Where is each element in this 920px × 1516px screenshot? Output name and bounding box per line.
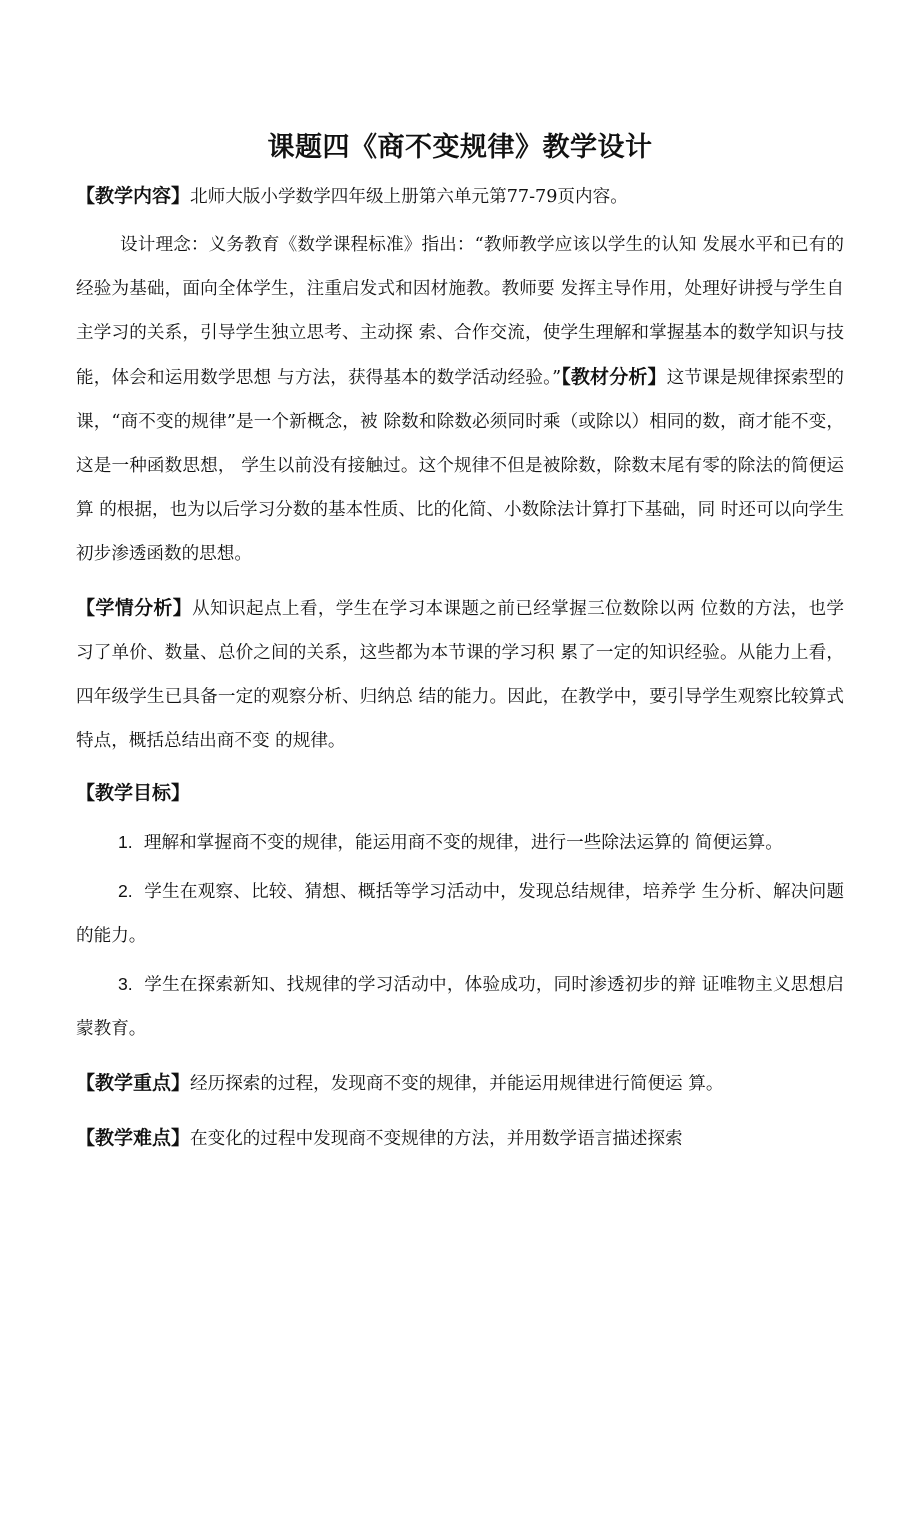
key-points-label: 【教学重点】 [76, 1072, 191, 1094]
objective-item-2 [76, 869, 844, 958]
difficulties-paragraph [76, 1116, 844, 1161]
difficulties-label: 【教学难点】 [76, 1127, 191, 1149]
teaching-content-paragraph [76, 174, 844, 219]
objective-text: 学生在探索新知、找规律的学习活动中，体验成功，同时渗透初步的辩 证唯物主义思想启蒙教育。 [76, 975, 844, 1039]
objective-number: 2. [118, 881, 133, 901]
document-page [76, 128, 844, 1161]
objective-number: 1. [118, 832, 133, 852]
teaching-content-text: 北师大版小学数学四年级上册第六单元第77-79页内容。 [190, 187, 628, 207]
teaching-content-label: 【教学内容】 [76, 185, 191, 207]
key-points-paragraph [76, 1061, 844, 1106]
document-title: 课题四《商不变规律》教学设计 [267, 132, 653, 163]
difficulties-text: 在变化的过程中发现商不变规律的方法，并用数学语言描述探索 [190, 1129, 683, 1149]
design-concept-and-material-paragraph [76, 223, 844, 576]
teaching-objectives-label: 【教学目标】 [76, 782, 191, 804]
objective-number: 3. [118, 974, 133, 994]
objective-item-3 [76, 962, 844, 1051]
design-concept-text: 设计理念：义务教育《数学课程标准》指出：“教师教学应该以学生的认知 发展水平和已有的经验为基础，面向全体学生，注重启发式和因材施教。教师要 发挥主导作用，处理好讲授与学生自主学习的关系，引导学生独立思考、主动探 索、合作交流，使学生理解和掌握基本的数学知识与技能，体会和运用数学思想 与方法，获得基本的数学活动经验。” [76, 235, 844, 388]
material-analysis-label: 【教材分析】 [561, 366, 667, 388]
objective-text: 理解和掌握商不变的规律，能运用商不变的规律，进行一些除法运算的 简便运算。 [143, 833, 783, 853]
objective-item-1 [76, 820, 844, 865]
objective-text: 学生在观察、比较、猜想、概括等学习活动中，发现总结规律，培养学 生分析、解决问题的能力。 [76, 882, 844, 946]
material-analysis-text: 这节课是规律探索型的课，“商不变的规律”是一个新概念，被 除数和除数必须同时乘（或除以）相同的数，商才能不变，这是一种函数思想， 学生以前没有接触过。这个规律不但是被除数，除数末尾有零的除法的简便运算 的根据，也为以后学习分数的基本性质、比的化简、小数除法计算打下基础，同 时还可以向学生初步渗透函数的思想。 [76, 368, 844, 564]
key-points-text: 经历探索的过程，发现商不变的规律，并能运用规律进行简便运 算。 [190, 1074, 724, 1094]
learner-analysis-label: 【学情分析】 [76, 597, 193, 619]
teaching-objectives-heading [76, 771, 844, 816]
learner-analysis-paragraph [76, 586, 844, 763]
learner-analysis-text: 从知识起点上看，学生在学习本课题之前已经掌握三位数除以两 位数的方法，也学习了单价、数量、总价之间的关系，这些都为本节课的学习积 累了一定的知识经验。从能力上看，四年级学生已具备一定的观察分析、归纳总 结的能力。因此，在教学中，要引导学生观察比较算式特点，概括总结出商不变 的规律。 [76, 599, 844, 751]
